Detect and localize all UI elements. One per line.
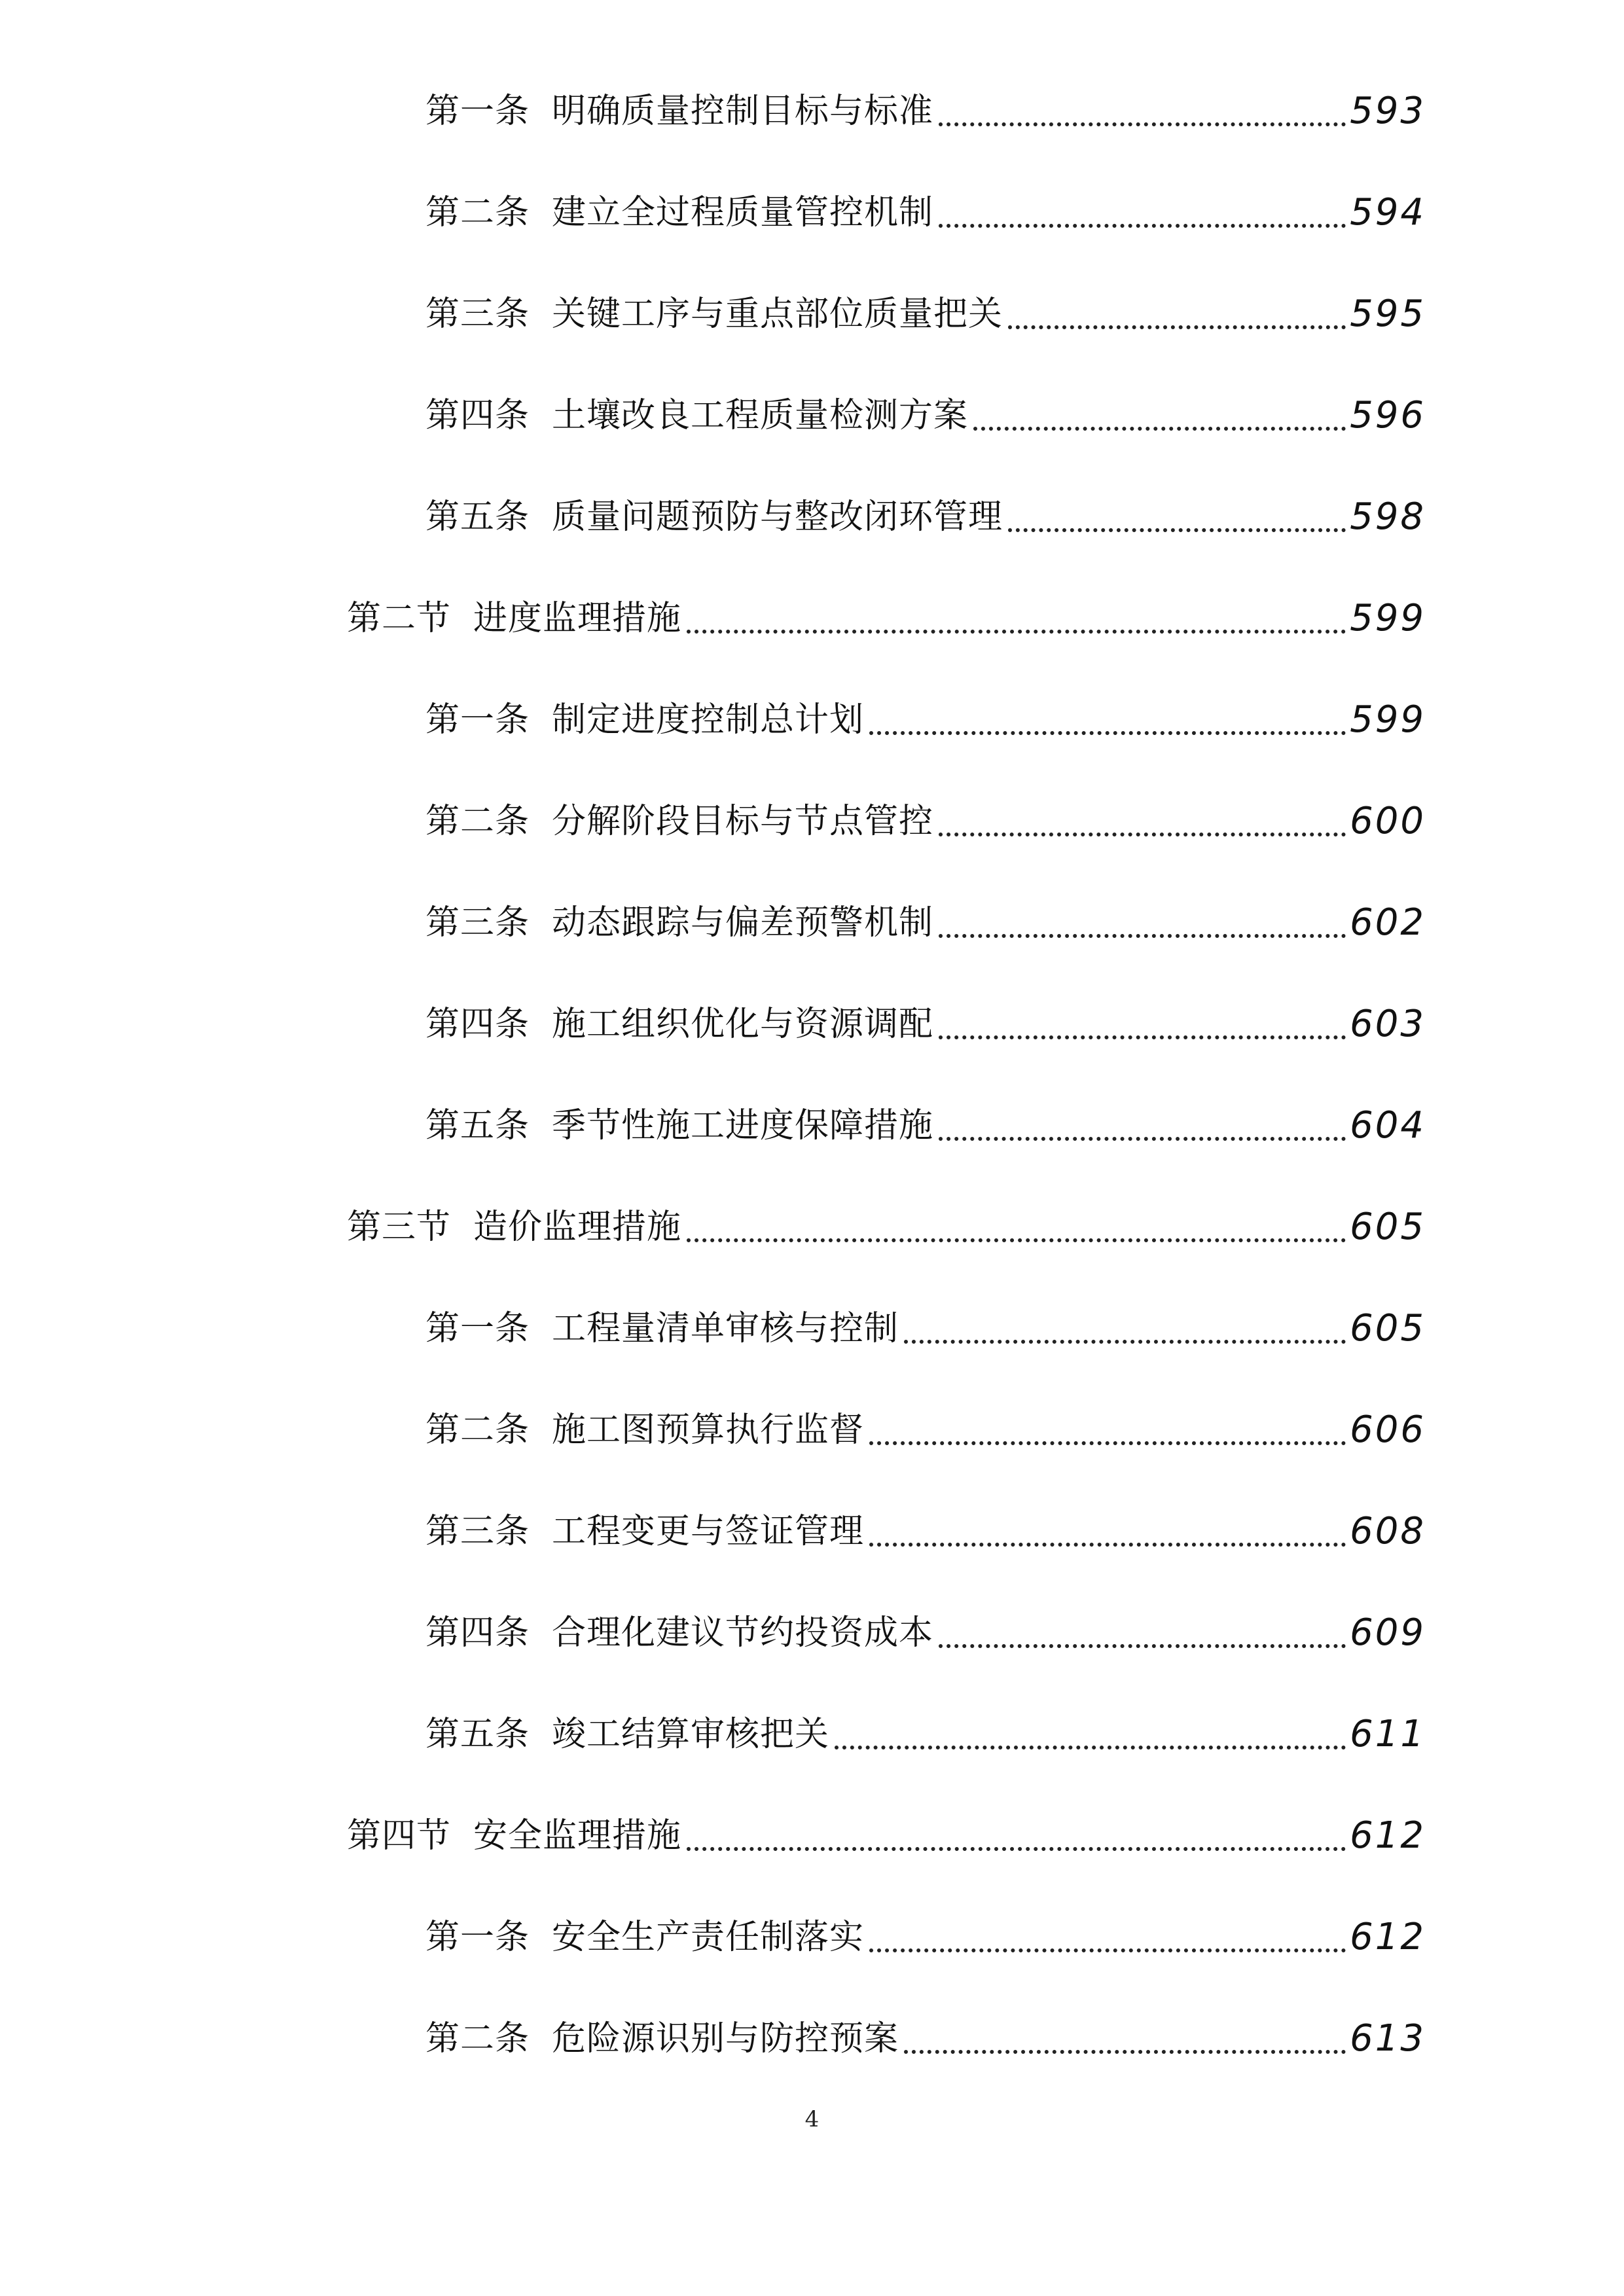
toc-entry-label <box>425 995 933 1054</box>
toc-entry-title: 安全生产责任制落实 <box>552 1918 865 1957</box>
toc-entry-title: 工程变更与签证管理 <box>552 1512 865 1551</box>
toc-entry-label <box>425 1096 933 1155</box>
toc-entry-page: 599 <box>1350 597 1426 639</box>
toc-entry-label <box>425 82 933 141</box>
toc-entry[interactable] <box>425 285 1426 344</box>
toc-entry-title: 建立全过程质量管控机制 <box>552 193 934 232</box>
dot-leader <box>835 1746 1346 1749</box>
toc-entry-label <box>347 589 681 648</box>
toc-entry-label <box>425 1604 933 1662</box>
toc-entry-number: 第五条 <box>425 1106 530 1145</box>
dot-leader <box>939 1644 1346 1648</box>
toc-entry-number: 第一条 <box>425 1918 530 1957</box>
toc-entry-number: 第一条 <box>425 700 530 740</box>
toc-entry-title: 动态跟踪与偏差预警机制 <box>552 903 934 942</box>
toc-entry-number: 第二条 <box>425 1410 530 1450</box>
toc-entry-number: 第三条 <box>425 295 530 334</box>
toc-entry-number: 第五条 <box>425 497 530 537</box>
toc-entry[interactable] <box>425 1604 1426 1662</box>
toc-entry-label <box>425 285 1003 344</box>
toc-entry-page: 599 <box>1350 698 1426 741</box>
dot-leader <box>869 1948 1346 1952</box>
toc-entry-title: 进度监理措施 <box>473 599 682 638</box>
toc-entry-page: 605 <box>1350 1307 1426 1350</box>
dot-leader <box>869 731 1346 735</box>
toc-entry-title: 质量问题预防与整改闭环管理 <box>552 497 1003 537</box>
toc-entry-number: 第一条 <box>425 1309 530 1348</box>
toc-entry-number: 第四条 <box>425 1613 530 1653</box>
toc-entry[interactable] <box>425 1908 1426 1967</box>
toc-entry-page: 611 <box>1350 1713 1426 1755</box>
toc-entry[interactable] <box>425 82 1426 141</box>
toc-entry[interactable] <box>425 1502 1426 1561</box>
toc-entry-title: 工程量清单审核与控制 <box>552 1309 899 1348</box>
toc-entry-number: 第二条 <box>425 2019 530 2058</box>
toc-entry-label <box>425 2009 899 2068</box>
toc-entry-page: 608 <box>1350 1510 1426 1552</box>
dot-leader <box>939 1035 1346 1039</box>
toc-entry-number: 第三条 <box>425 903 530 942</box>
toc-entry[interactable] <box>425 183 1426 242</box>
toc-entry-label <box>425 1502 864 1561</box>
toc-entry-title: 造价监理措施 <box>473 1208 682 1247</box>
toc-entry-number: 第三节 <box>347 1208 452 1247</box>
toc-entry-title: 施工组织优化与资源调配 <box>552 1005 934 1044</box>
toc-entry-number: 第二条 <box>425 802 530 841</box>
dot-leader <box>1008 325 1346 329</box>
toc-entry-page: 612 <box>1350 1814 1426 1857</box>
toc-entry[interactable] <box>425 893 1426 952</box>
page-number: 4 <box>804 2106 820 2132</box>
toc-entry-label <box>425 1705 829 1764</box>
toc-entry-page: 603 <box>1350 1003 1426 1045</box>
toc-entry-page: 605 <box>1350 1206 1426 1248</box>
toc-entry-number: 第四条 <box>425 1005 530 1044</box>
toc-entry-label <box>425 1908 864 1967</box>
dot-leader <box>939 833 1346 836</box>
dot-leader <box>687 1238 1346 1242</box>
toc-entry[interactable] <box>425 792 1426 851</box>
toc-entry-label <box>347 1198 681 1257</box>
toc-entry-label <box>425 183 933 242</box>
dot-leader <box>939 934 1346 938</box>
toc-entry-label <box>425 893 933 952</box>
toc-section-entry[interactable] <box>347 1806 1426 1865</box>
dot-leader <box>687 1847 1346 1851</box>
dot-leader <box>904 1340 1346 1344</box>
toc-entry[interactable] <box>425 386 1426 445</box>
toc-entry-page: 613 <box>1350 2017 1426 2060</box>
toc-entry-label <box>425 792 933 851</box>
toc-entry-page: 600 <box>1350 800 1426 842</box>
toc-entry-number: 第四条 <box>425 396 530 435</box>
dot-leader <box>869 1441 1346 1445</box>
toc-entry-title: 制定进度控制总计划 <box>552 700 865 740</box>
toc-entry-number: 第五条 <box>425 1715 530 1754</box>
toc-entry[interactable] <box>425 1401 1426 1460</box>
toc-entry-page: 593 <box>1350 90 1426 132</box>
dot-leader <box>687 630 1346 634</box>
toc-entry-label <box>425 1401 864 1460</box>
toc-entry-label <box>425 1299 899 1358</box>
toc-entry-number: 第四节 <box>347 1816 452 1856</box>
toc-entry-title: 竣工结算审核把关 <box>552 1715 830 1754</box>
dot-leader <box>939 224 1346 228</box>
dot-leader <box>939 1137 1346 1141</box>
toc-entry-page: 594 <box>1350 191 1426 234</box>
toc-entry-label <box>425 488 1003 547</box>
toc-entry-title: 分解阶段目标与节点管控 <box>552 802 934 841</box>
toc-entry-label <box>425 386 968 445</box>
toc-entry-title: 明确质量控制目标与标准 <box>552 92 934 131</box>
toc-entry-page: 609 <box>1350 1611 1426 1654</box>
dot-leader <box>939 122 1346 126</box>
toc-entry-label <box>425 691 864 749</box>
toc-entry[interactable] <box>425 691 1426 749</box>
toc-entry-number: 第一条 <box>425 92 530 131</box>
toc-entry-label <box>347 1806 681 1865</box>
dot-leader <box>869 1543 1346 1547</box>
toc-entry-title: 危险源识别与防控预案 <box>552 2019 899 2058</box>
toc-entry-number: 第二节 <box>347 599 452 638</box>
toc-entry[interactable] <box>425 1299 1426 1358</box>
toc-entry[interactable] <box>425 1096 1426 1155</box>
toc-section-entry[interactable] <box>347 1198 1426 1257</box>
toc-entry-page: 612 <box>1350 1916 1426 1958</box>
toc-entry[interactable] <box>425 995 1426 1054</box>
toc-entry-number: 第二条 <box>425 193 530 232</box>
toc-entry-title: 施工图预算执行监督 <box>552 1410 865 1450</box>
toc-entry-title: 关键工序与重点部位质量把关 <box>552 295 1003 334</box>
toc-entry-page: 595 <box>1350 293 1426 335</box>
toc-entry-page: 596 <box>1350 394 1426 437</box>
dot-leader <box>904 2050 1346 2054</box>
toc-entry-title: 土壤改良工程质量检测方案 <box>552 396 969 435</box>
dot-leader <box>1008 528 1346 532</box>
toc-entry-page: 598 <box>1350 495 1426 538</box>
toc-entry-number: 第三条 <box>425 1512 530 1551</box>
toc-entry[interactable] <box>425 1705 1426 1764</box>
dot-leader <box>973 427 1346 431</box>
toc-entry-title: 合理化建议节约投资成本 <box>552 1613 934 1653</box>
toc-entry-title: 安全监理措施 <box>473 1816 682 1856</box>
toc-entry-page: 606 <box>1350 1408 1426 1451</box>
toc-entry[interactable] <box>425 488 1426 547</box>
toc-entry-page: 604 <box>1350 1104 1426 1147</box>
toc-entry-page: 602 <box>1350 901 1426 944</box>
toc-entry-title: 季节性施工进度保障措施 <box>552 1106 934 1145</box>
toc-entry[interactable] <box>425 2009 1426 2068</box>
toc-section-entry[interactable] <box>347 589 1426 648</box>
